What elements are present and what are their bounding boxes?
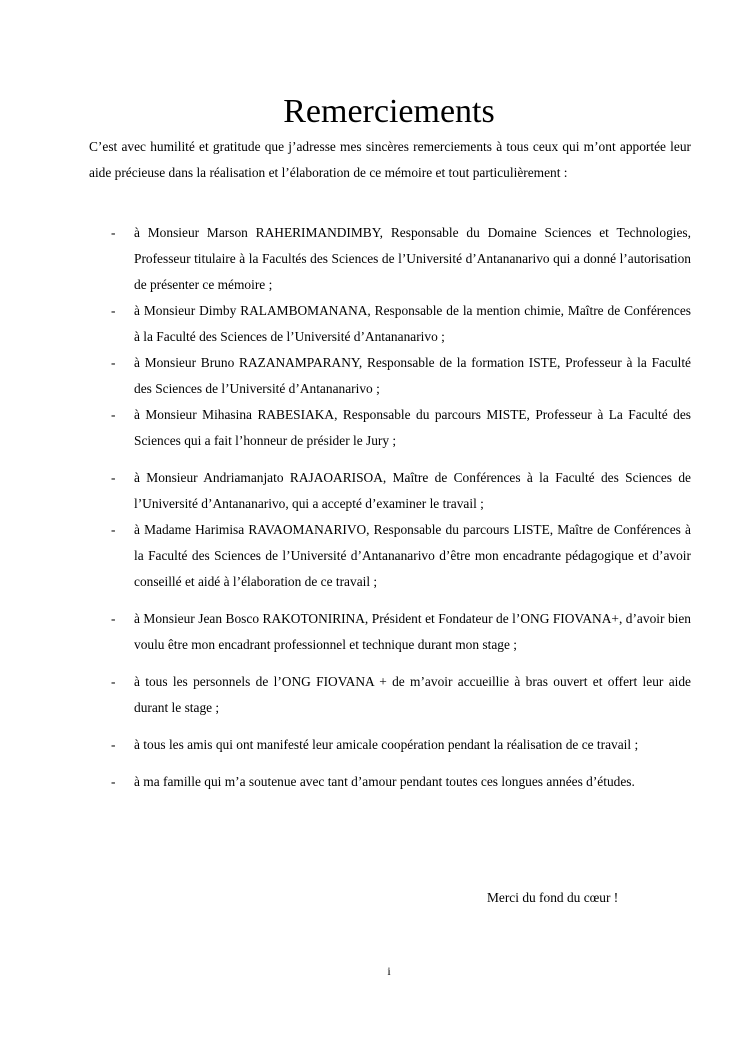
acknowledgements-list bbox=[89, 220, 691, 795]
list-item bbox=[89, 732, 691, 758]
list-item bbox=[89, 606, 691, 658]
list-item-text: à Monsieur Bruno RAZANAMPARANY, Responsable de la formation ISTE, Professeur à la Faculté des Sciences de l’Université d’Antananarivo ; bbox=[134, 355, 691, 396]
list-item-text: à ma famille qui m’a soutenue avec tant d’amour pendant toutes ces longues années d’études. bbox=[134, 774, 635, 789]
list-item-text: à Madame Harimisa RAVAOMANARIVO, Responsable du parcours LISTE, Maître de Conférences à la Faculté des Sciences de l’Université d’Antananarivo d’être mon encadrante pédagogique et d’avoir conseillé et aidé à l’élaboration de ce travail ; bbox=[134, 522, 691, 589]
bullet-dash: - bbox=[111, 737, 116, 752]
bullet-dash: - bbox=[111, 611, 116, 626]
list-item bbox=[89, 298, 691, 350]
bullet-dash: - bbox=[111, 674, 116, 689]
bullet-dash: - bbox=[111, 522, 116, 537]
bullet-dash: - bbox=[111, 407, 116, 422]
bullet-dash: - bbox=[111, 470, 116, 485]
list-item-text: à Monsieur Jean Bosco RAKOTONIRINA, Président et Fondateur de l’ONG FIOVANA+, d’avoir bien voulu être mon encadrant professionnel et technique durant mon stage ; bbox=[134, 611, 691, 652]
list-item-text: à Monsieur Andriamanjato RAJAOARISOA, Maître de Conférences à la Faculté des Sciences de l’Université d’Antananarivo, qui a accepté d’examiner le travail ; bbox=[134, 470, 691, 511]
bullet-dash: - bbox=[111, 355, 116, 370]
bullet-dash: - bbox=[111, 303, 116, 318]
closing-line: Merci du fond du cœur ! bbox=[487, 890, 619, 905]
list-item bbox=[89, 350, 691, 402]
list-item bbox=[89, 220, 691, 298]
list-item bbox=[89, 669, 691, 721]
page-number: i bbox=[387, 964, 391, 978]
list-item-text: à tous les amis qui ont manifesté leur amicale coopération pendant la réalisation de ce travail ; bbox=[134, 737, 639, 752]
bullet-dash: - bbox=[111, 225, 116, 240]
list-item bbox=[89, 465, 691, 517]
bullet-dash: - bbox=[111, 774, 116, 789]
list-item-text: à Monsieur Marson RAHERIMANDIMBY, Responsable du Domaine Sciences et Technologies, Professeur titulaire à la Facultés des Sciences de l’Université d’Antananarivo qui a donné l’autorisation de présenter ce mémoire ; bbox=[134, 225, 691, 292]
intro-paragraph: C’est avec humilité et gratitude que j’adresse mes sincères remerciements à tous ceux qui m’ont apportée leur aide précieuse dans la réalisation et l’élaboration de ce mémoire et tout particulièrement : bbox=[89, 139, 691, 180]
list-item bbox=[89, 517, 691, 595]
list-item-text: à tous les personnels de l’ONG FIOVANA + de m’avoir accueillie à bras ouvert et offert leur aide durant le stage ; bbox=[134, 674, 691, 715]
list-item-text: à Monsieur Mihasina RABESIAKA, Responsable du parcours MISTE, Professeur à La Faculté des Sciences qui a fait l’honneur de présider le Jury ; bbox=[134, 407, 691, 448]
page-title: Remerciements bbox=[283, 93, 495, 130]
list-item bbox=[89, 402, 691, 454]
list-item-text: à Monsieur Dimby RALAMBOMANANA, Responsable de la mention chimie, Maître de Conférences à la Faculté des Sciences de l’Université d’Antananarivo ; bbox=[134, 303, 691, 344]
list-item bbox=[89, 769, 691, 795]
